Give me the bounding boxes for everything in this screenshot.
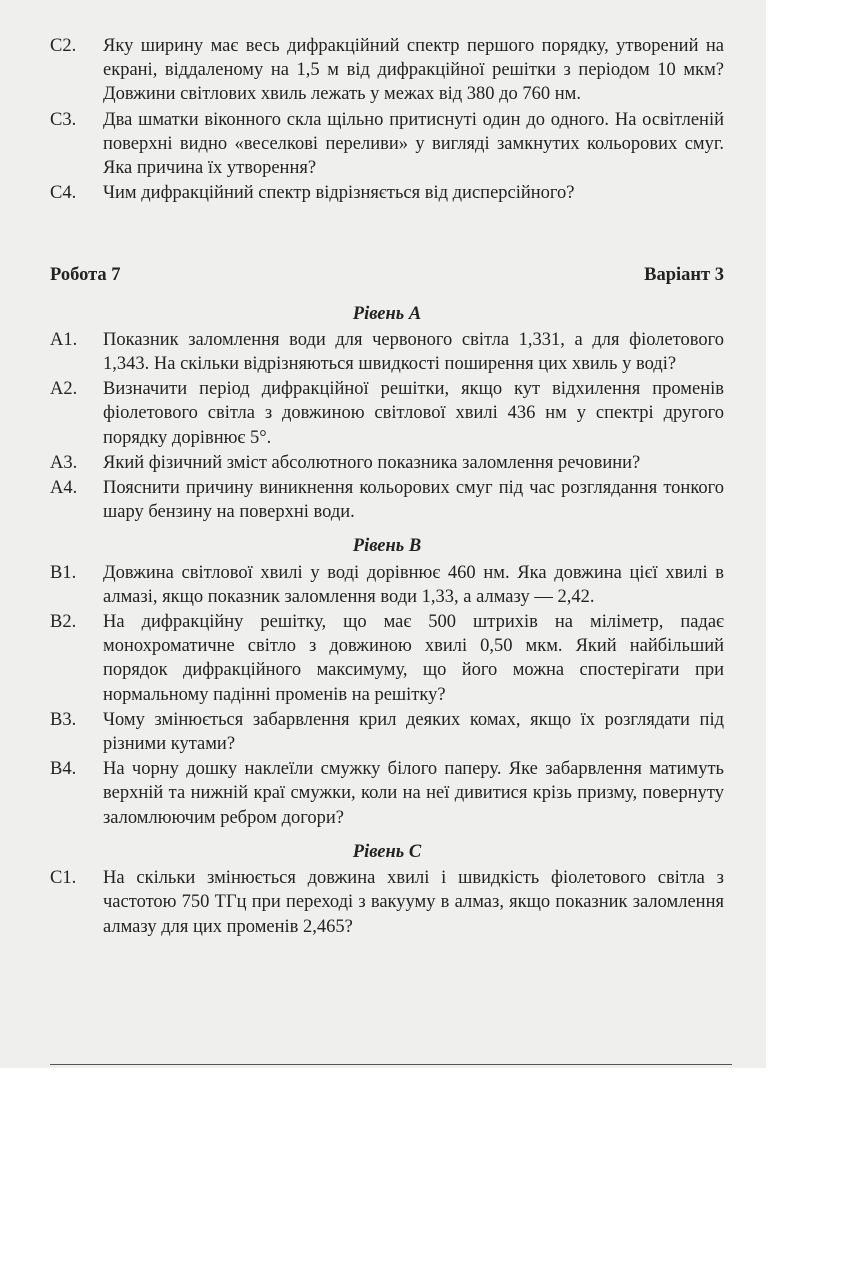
level-b-section xyxy=(50,534,724,829)
question-number: А1. xyxy=(50,329,78,350)
question-c4 xyxy=(50,181,724,205)
question-text: Два шматки віконного скла щільно притиснуті один до одного. На освітленій поверхні видно «веселкові переливи» у вигляді замкнутих кольорових смуг. Яка причина їх утворення? xyxy=(103,109,724,179)
page-content xyxy=(50,34,724,940)
question-number: А4. xyxy=(50,478,78,499)
question-text: Показник заломлення води для червоного світла 1,331, а для фіолетового 1,343. На скільки відрізняються швидкості поширення цих хвиль у воді? xyxy=(103,329,724,375)
level-heading: Рівень В xyxy=(352,536,422,557)
question-a2 xyxy=(50,377,724,450)
question-number: В4. xyxy=(50,759,77,780)
question-b1 xyxy=(50,561,724,609)
question-text: Яку ширину має весь дифракційний спектр першого порядку, утворений на екрані, віддаленому на 1,5 м від дифракційної решітки з періодом 10 мкм? Довжини світлових хвиль лежать у межах від 380 до 760 нм. xyxy=(103,36,724,105)
question-text: Чим дифракційний спектр відрізняється від дисперсійного? xyxy=(103,183,575,204)
question-c3 xyxy=(50,108,724,181)
question-text: Який фізичний зміст абсолютного показника заломлення речовини? xyxy=(103,452,641,473)
question-number: В2. xyxy=(50,612,77,633)
question-b4 xyxy=(50,757,724,830)
question-text: Пояснити причину виникнення кольорових смуг під час розглядання тонкого шару бензину на поверхні води. xyxy=(103,478,724,523)
question-number: В3. xyxy=(50,709,77,730)
level-a-section xyxy=(50,302,724,525)
question-a4 xyxy=(50,476,724,524)
question-number: С1. xyxy=(50,868,77,889)
question-text: На чорну дошку наклеїли смужку білого паперу. Яке забарвлення матимуть верхній та нижній краї смужки, коли на неї дивитися крізь призму, повернуту заломлюючим ребром догори? xyxy=(103,759,724,828)
previous-items-section xyxy=(50,34,724,205)
question-text: На дифракційну решітку, що має 500 штрихів на міліметр, падає монохроматичне світло з довжиною хвилі 0,50 мкм. Який найбільший порядок дифракційного максимуму, що його можна спостерігати при нормальному падінні променів на решітку? xyxy=(103,612,724,705)
question-number: А3. xyxy=(50,452,78,473)
level-heading: Рівень А xyxy=(352,303,422,324)
bottom-rule xyxy=(50,1064,732,1065)
question-text: На скільки змінюється довжина хвилі і швидкість фіолетового світла з частотою 750 ТГц при переході з вакууму в алмаз, якщо показник заломлення алмазу для цих променів 2,465? xyxy=(103,868,724,937)
work-title: Робота 7 xyxy=(50,265,121,286)
question-b2 xyxy=(50,610,724,707)
question-number: С4. xyxy=(50,183,77,204)
work-header xyxy=(50,263,724,287)
question-number: В1. xyxy=(50,562,77,583)
question-c2 xyxy=(50,34,724,107)
question-a3 xyxy=(50,451,724,475)
question-number: С2. xyxy=(50,36,77,56)
question-number: А2. xyxy=(50,379,78,400)
question-text: Визначити період дифракційної решітки, якщо кут відхилення променів фіолетового світла з довжиною світлової хвилі 436 нм у спектрі другого порядку дорівнює 5°. xyxy=(103,379,724,448)
question-a1 xyxy=(50,328,724,376)
level-heading: Рівень С xyxy=(352,841,422,862)
question-b3 xyxy=(50,708,724,756)
question-number: С3. xyxy=(50,109,77,130)
question-text: Чому змінюється забарвлення крил деяких комах, якщо їх розглядати під різними кутами? xyxy=(103,709,724,755)
question-c1 xyxy=(50,866,724,939)
question-text: Довжина світлової хвилі у воді дорівнює 460 нм. Яка довжина цієї хвилі в алмазі, якщо показник заломлення води 1,33, а алмазу — 2,42. xyxy=(103,562,724,607)
variant-title: Варіант 3 xyxy=(644,265,724,286)
level-c-section xyxy=(50,840,724,939)
